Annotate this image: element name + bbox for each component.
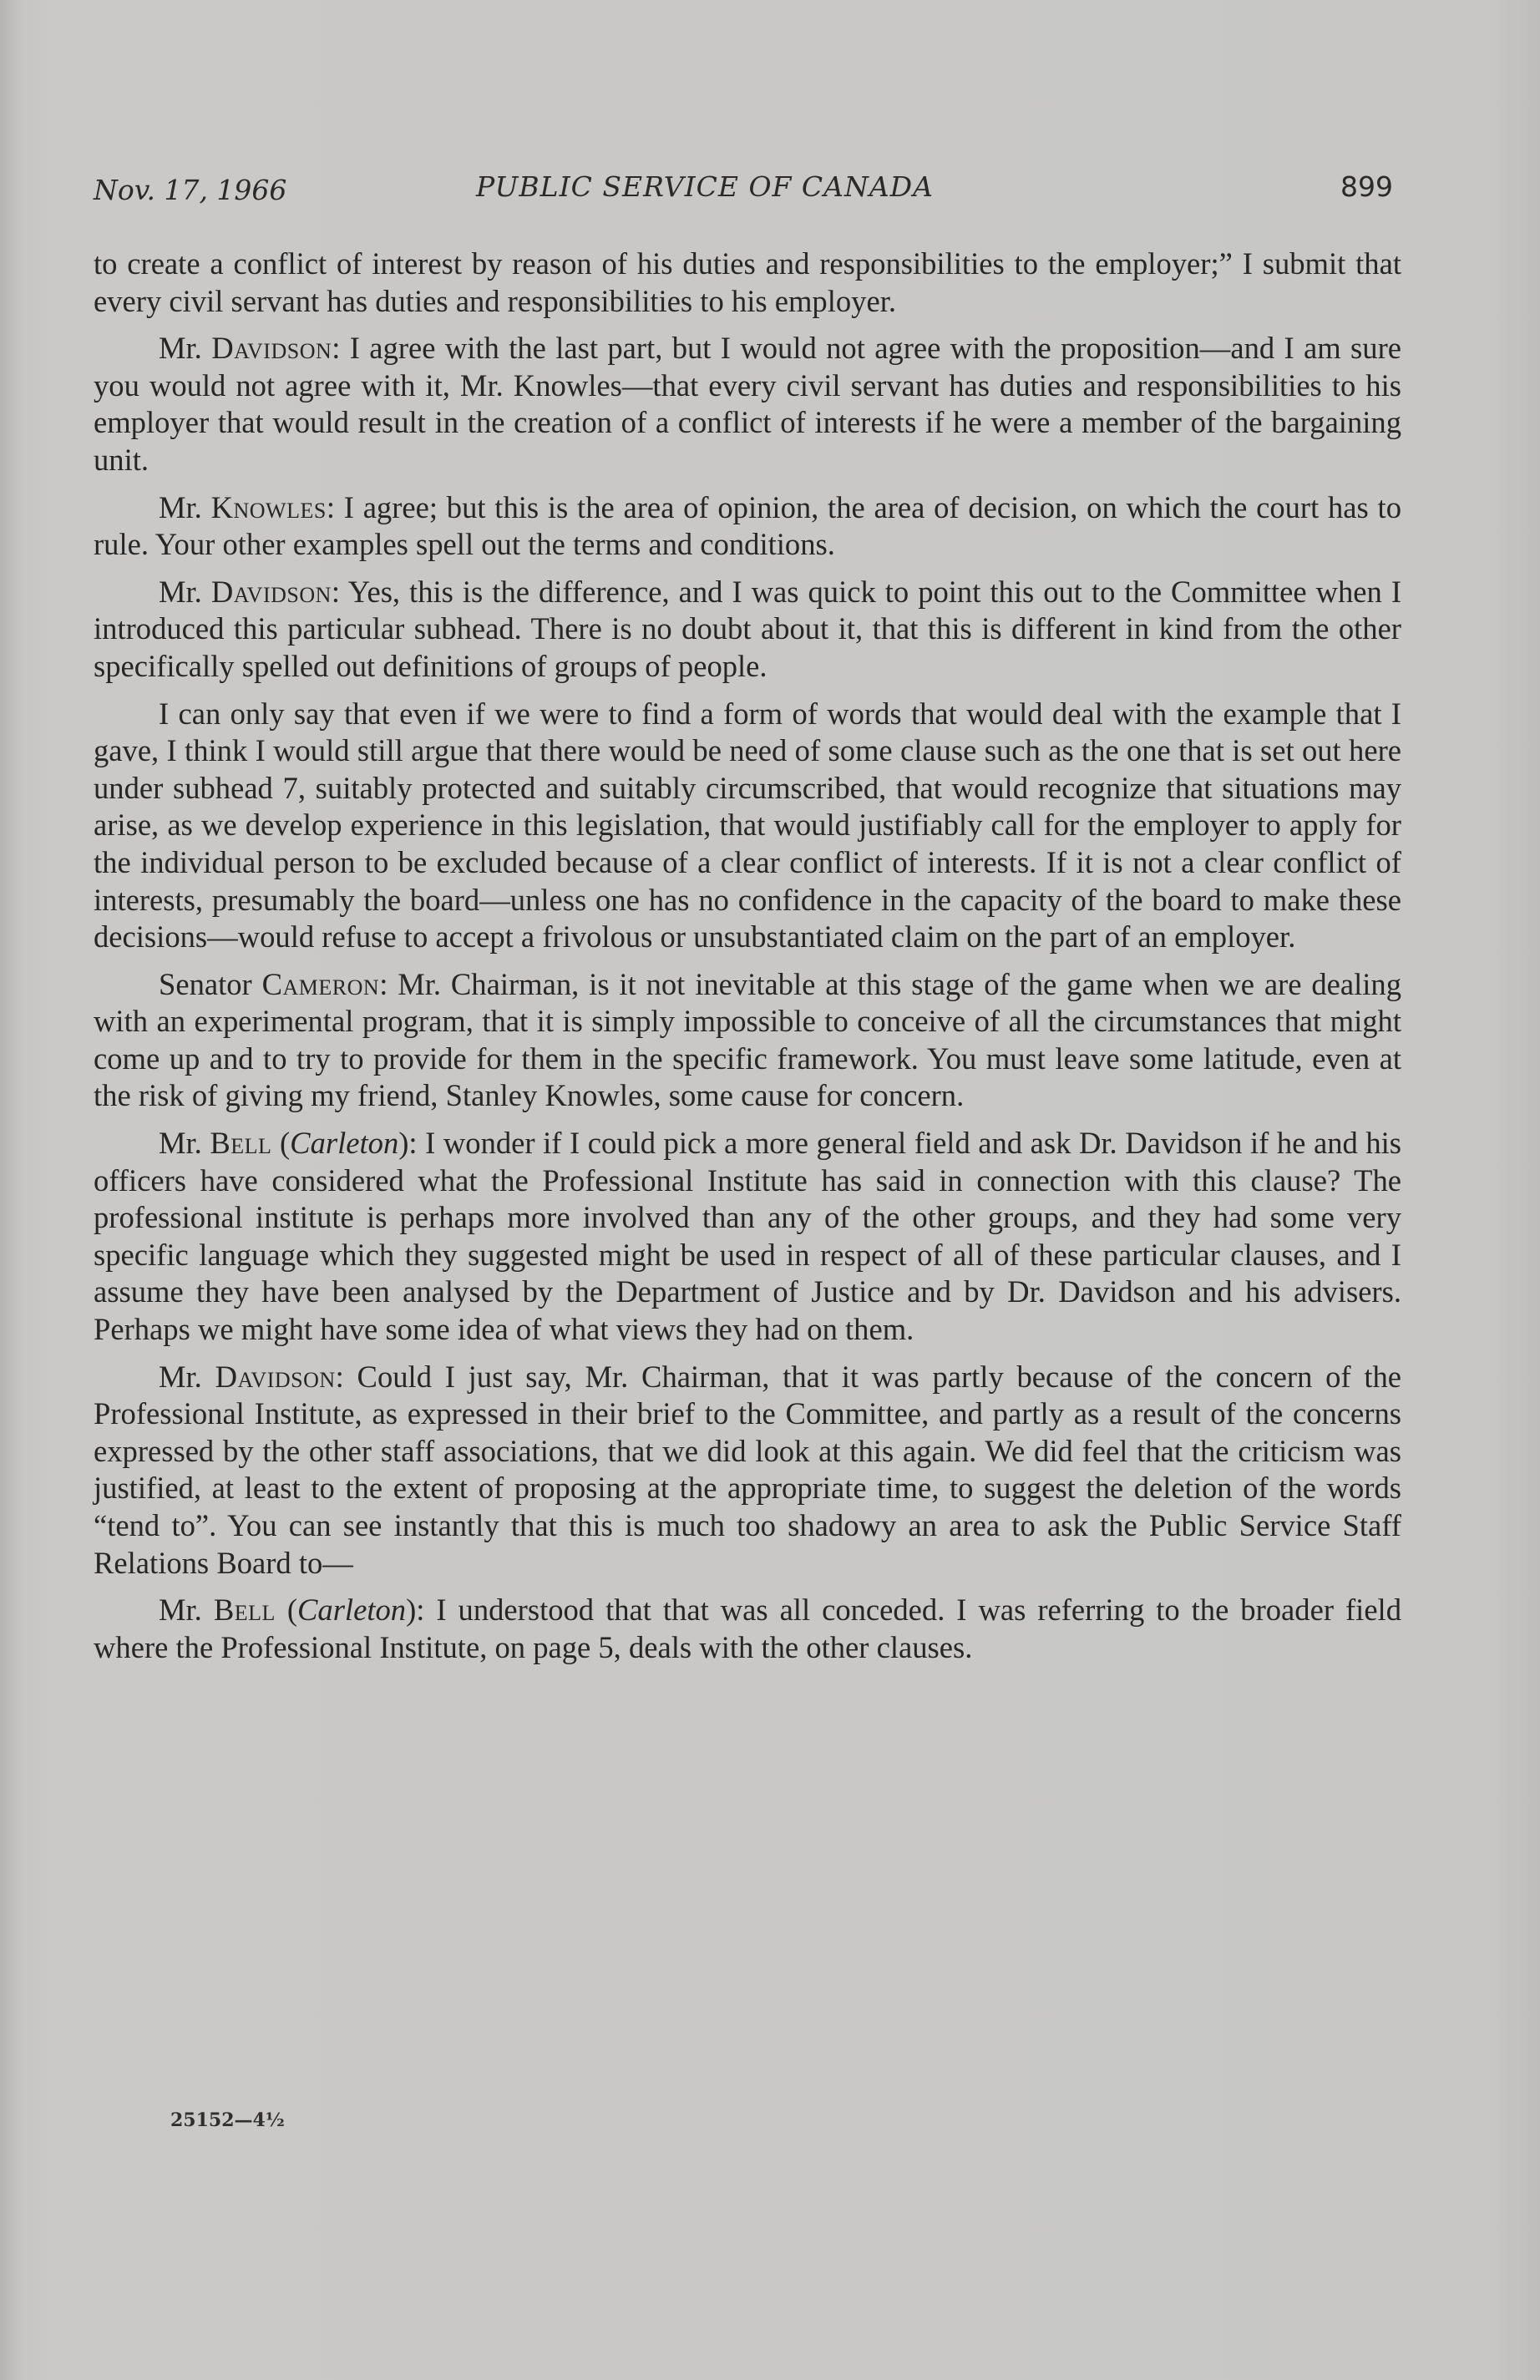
paragraph-text: to create a conflict of interest by reason of his duties and responsibilities to the employer;” I submit that every civil servant has duties and responsibilities to his employer. bbox=[94, 246, 1401, 318]
paragraph-speech bbox=[94, 330, 1401, 479]
paragraph-text: : I agree; but this is the area of opinion, the area of decision, on which the court has to rule. Your other examples spell out the terms and conditions. bbox=[94, 489, 1401, 562]
speaker-title: Senator bbox=[159, 966, 262, 1001]
paragraph-text: I can only say that even if we were to find a form of words that would deal with the example that I gave, I think I would still argue that there would be need of some clause such as the one that is set out here under subhead 7, suitably protected and suitably circumscribed, that would recognize that situations may arise, as we develop experience in this legislation, that would justifiably call for the employer to apply for the individual person to be excluded because of a clear conflict of interests. If it is not a clear conflict of interests, presumably the board—unless one has no confidence in the capacity of the board to make these decisions—would refuse to accept a frivolous or unsubstantiated claim on the part of an employer. bbox=[94, 696, 1401, 955]
header-date: Nov. 17, 1966 bbox=[94, 174, 287, 206]
paragraph-speech bbox=[94, 574, 1401, 686]
paragraph-plain bbox=[94, 696, 1401, 956]
speaker-title: Mr. bbox=[159, 1359, 215, 1394]
paragraph-text: : I wonder if I could pick a more general field and ask Dr. Davidson if he and his officers have considered what the Professional Institute has said in connection with this clause? The professional institute is perhaps more involved than any of the other groups, and they had some very specific language which they suggested might be used in respect of all of these particular clauses, and I assume they have been analysed by the Department of Justice and by Dr. Davidson and his advisers. Perhaps we might have some idea of what views they had on them. bbox=[94, 1126, 1402, 1347]
page-number: 899 bbox=[1340, 170, 1393, 203]
speaker-name: Bell bbox=[213, 1593, 276, 1628]
speaker-title: Mr. bbox=[159, 331, 212, 366]
paragraph-speech: Mr. Bell (Carleton): I understood that that was all conceded. I was referring to the broader field where the Professional Institute, on page 5, deals with the other clauses. bbox=[94, 1593, 1402, 1664]
speaker-riding: Carleton bbox=[297, 1593, 407, 1628]
page-header bbox=[94, 170, 1393, 217]
speaker-name: Davidson bbox=[215, 1359, 336, 1394]
paragraph-text: : Yes, this is the difference, and I was quick to point this out to the Committee when I introduced this particular subhead. There is no doubt about it, that this is different in kind from the other specifically spelled out definitions of groups of people. bbox=[94, 574, 1401, 683]
speaker-name: Davidson bbox=[210, 574, 332, 609]
paragraph-continuation bbox=[94, 246, 1401, 320]
paragraph-text: : Could I just say, Mr. Chairman, that it was partly because of the concern of the Professional Institute, as expressed in their brief to the Committee, and partly as a result of the concerns expressed by the other staff associations, that we did look at this again. We did feel that the criticism was justified, at least to the extent of proposing at the appropriate time, to suggest the deletion of the words “tend to”. You can see instantly that this is much too shadowy an area to ask the Public Service Staff Relations Board to— bbox=[94, 1359, 1402, 1580]
speaker-name: Davidson bbox=[211, 331, 332, 366]
speaker-title: Mr. bbox=[159, 1593, 214, 1628]
paragraph-speech bbox=[94, 1359, 1401, 1582]
paragraph-speech bbox=[94, 489, 1401, 564]
speaker-title: Mr. bbox=[159, 1126, 210, 1161]
speaker-title: Mr. bbox=[159, 574, 211, 609]
paragraph-text: : I agree with the last part, but I would not agree with the proposition—and I am sure you would not agree with it, Mr. Knowles—that every civil servant has duties and responsibilities to his employer that would result in the creation of a conflict of interests if he were a member of the bargaining unit. bbox=[94, 331, 1401, 477]
speaker-title: Mr. bbox=[159, 489, 211, 524]
header-title: PUBLIC SERVICE OF CANADA bbox=[476, 170, 934, 203]
paragraph-speech bbox=[94, 966, 1401, 1115]
transcript-body bbox=[94, 246, 1401, 1676]
printer-signature-mark: 25152—4½ bbox=[170, 2109, 285, 2131]
paragraph-speech: Mr. Bell (Carleton): I wonder if I could pick a more general field and ask Dr. Davidson if he and his officers have considered what the Professional Institute has said in connection with this clause? The professional institute is perhaps more involved than any of the other groups, and they had some very specific language which they suggested might be used in respect of all of these particular clauses, and I assume they have been analysed by the Department of Justice and by Dr. Davidson and his advisers. Perhaps we might have some idea of what views they had on them. bbox=[94, 1126, 1402, 1347]
speaker-name: Knowles bbox=[210, 489, 327, 524]
paragraph-text: : Mr. Chairman, is it not inevitable at this stage of the game when we are dealing with an experimental program, that it is simply impossible to conceive of all the circumstances that might come up and to try to provide for them in the specific framework. You must leave some latitude, even at the risk of giving my friend, Stanley Knowles, some cause for concern. bbox=[94, 966, 1401, 1113]
paragraph-text: : I understood that that was all conceded. I was referring to the broader field where the Professional Institute, on page 5, deals with the other clauses. bbox=[94, 1593, 1402, 1664]
speaker-name: Cameron bbox=[261, 966, 380, 1001]
speaker-name: Bell bbox=[210, 1126, 272, 1161]
speaker-riding: Carleton bbox=[290, 1126, 399, 1161]
